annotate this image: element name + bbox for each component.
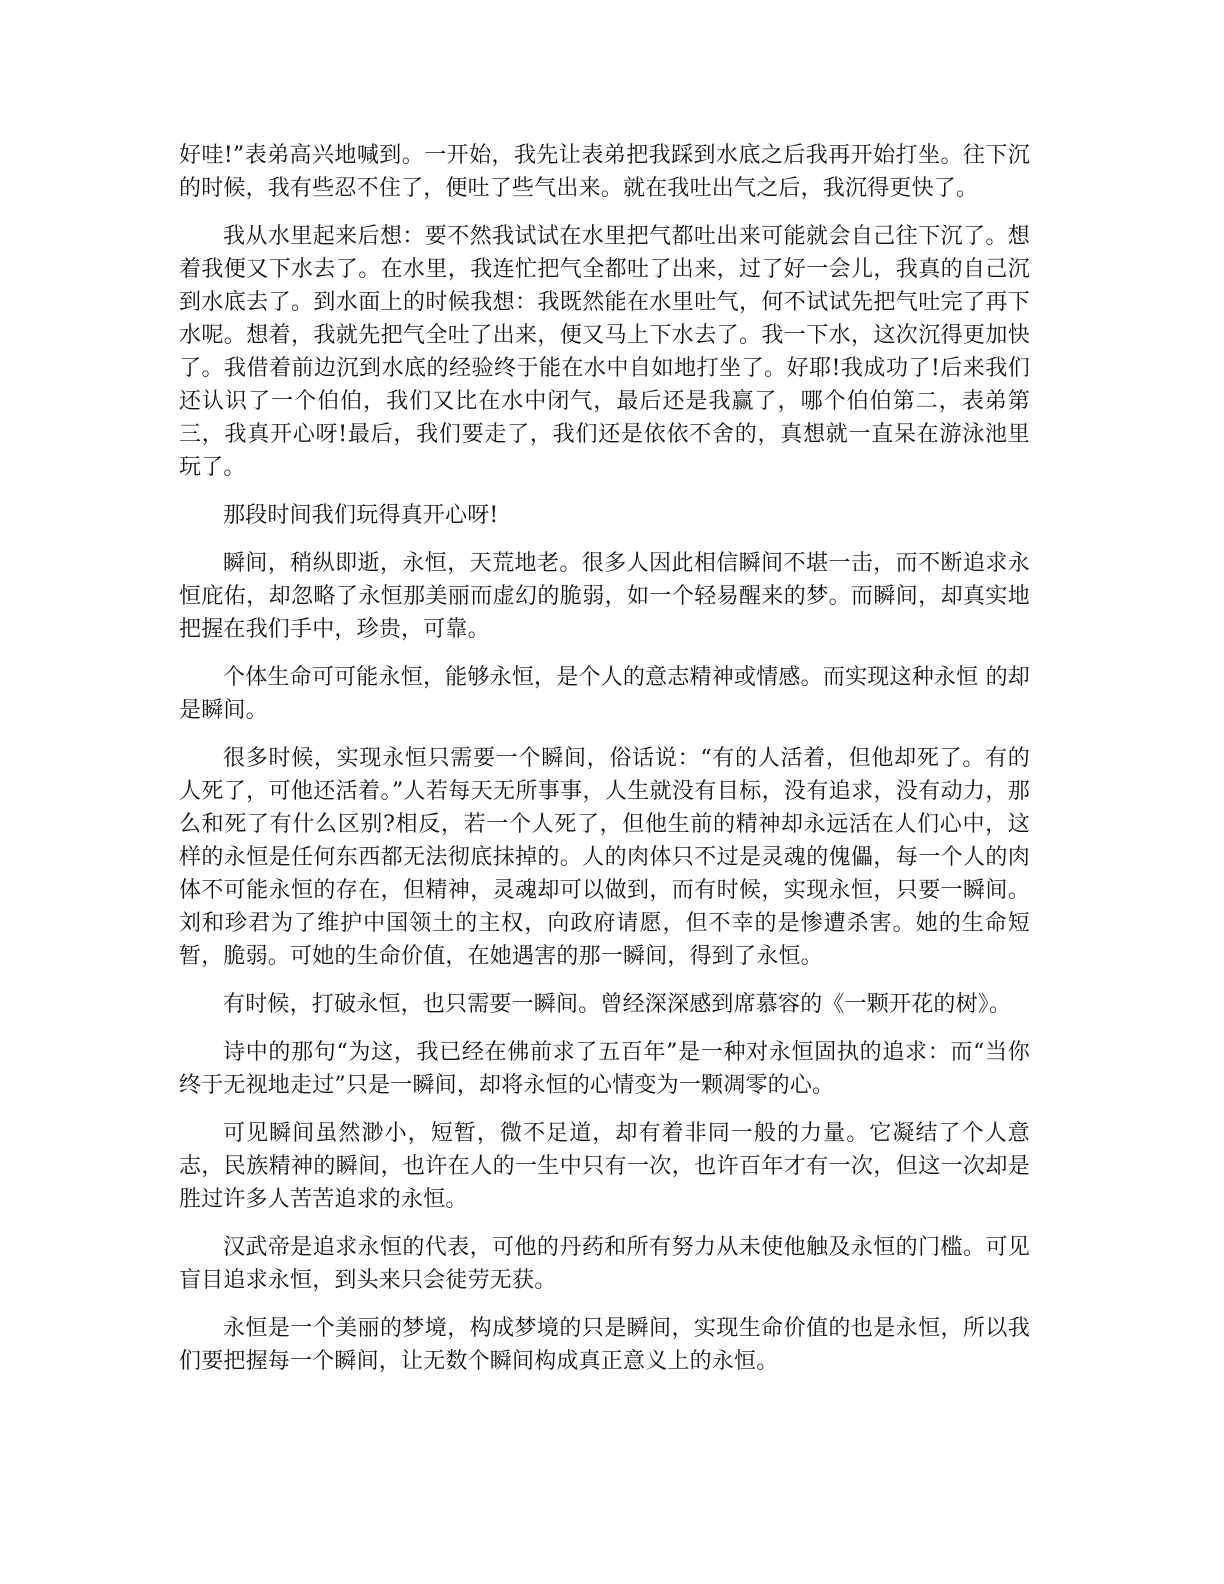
paragraph-5: 个体生命可可能永恒，能够永恒，是个人的意志精神或情感。而实现这种永恒 的却是瞬间。 <box>179 665 1030 723</box>
paragraph-2: 我从水里起来后想：要不然我试试在水里把气都吐出来可能就会自己往下沉了。想着我便又下水去了。在水里，我连忙把气全都吐了出来，过了好一会儿，我真的自己沉到水底去了。到水面上的时候我想：我既然能在水里吐气，何不试试先把气吐完了再下水呢。想着，我就先把气全吐了出来，便又马上下水去了。我一下水，这次沉得更加快了。我借着前边沉到水底的经验终于能在水中自如地打坐了。好耶!我成功了!后来我们还认识了一个伯伯，我们又比在水中闭气，最后还是我赢了，哪个伯伯第二，表弟第三，我真开心呀!最后，我们要走了，我们还是依依不舍的，真想就一直呆在游泳池里玩了。 <box>179 224 1030 480</box>
paragraph-9: 可见瞬间虽然渺小，短暂，微不足道，却有着非同一般的力量。它凝结了个人意志，民族精神的瞬间，也许在人的一生中只有一次，也许百年才有一次，但这一次却是胜过许多人苦苦追求的永恒。 <box>179 1121 1030 1212</box>
paragraph-4: 瞬间，稍纵即逝，永恒，天荒地老。很多人因此相信瞬间不堪一击，而不断追求永恒庇佑，却忽略了永恒那美丽而虚幻的脆弱，如一个轻易醒来的梦。而瞬间，却真实地把握在我们手中，珍贵，可靠。 <box>179 551 1030 642</box>
paragraph-6: 很多时候，实现永恒只需要一个瞬间，俗话说：“有的人活着，但他却死了。有的人死了，可他还活着。”人若每天无所事事，人生就没有目标，没有追求，没有动力，那么和死了有什么区别?相反，若一个人死了，但他生前的精神却永远活在人们心中，这样的永恒是任何东西都无法彻底抹掉的。人的肉体只不过是灵魂的傀儡，每一个人的肉体不可能永恒的存在，但精神，灵魂却可以做到，而有时候，实现永恒，只要一瞬间。刘和珍君为了维护中国领土的主权，向政府请愿，但不幸的是惨遭杀害。她的生命短暂，脆弱。可她的生命价值，在她遇害的那一瞬间，得到了永恒。 <box>179 746 1030 969</box>
paragraph-8: 诗中的那句“为这，我已经在佛前求了五百年”是一种对永恒固执的追求：而“当你终于无视地走过”只是一瞬间，却将永恒的心情变为一颗凋零的心。 <box>179 1040 1030 1098</box>
paragraph-11: 永恒是一个美丽的梦境，构成梦境的只是瞬间，实现生命价值的也是永恒，所以我们要把握每一个瞬间，让无数个瞬间构成真正意义上的永恒。 <box>179 1316 1030 1374</box>
paragraph-3: 那段时间我们玩得真开心呀! <box>223 503 499 528</box>
paragraph-10: 汉武帝是追求永恒的代表，可他的丹药和所有努力从未使他触及永恒的门槛。可见盲目追求永恒，到头来只会徒劳无获。 <box>179 1235 1030 1293</box>
document-page <box>179 139 1030 1393</box>
paragraph-7: 有时候，打破永恒，也只需要一瞬间。曾经深深感到席慕容的《一颗开花的树》。 <box>223 992 1012 1017</box>
paragraph-1: 好哇!”表弟高兴地喊到。一开始，我先让表弟把我踩到水底之后我再开始打坐。往下沉的时候，我有些忍不住了，便吐了些气出来。就在我吐出气之后，我沉得更快了。 <box>179 143 1030 201</box>
